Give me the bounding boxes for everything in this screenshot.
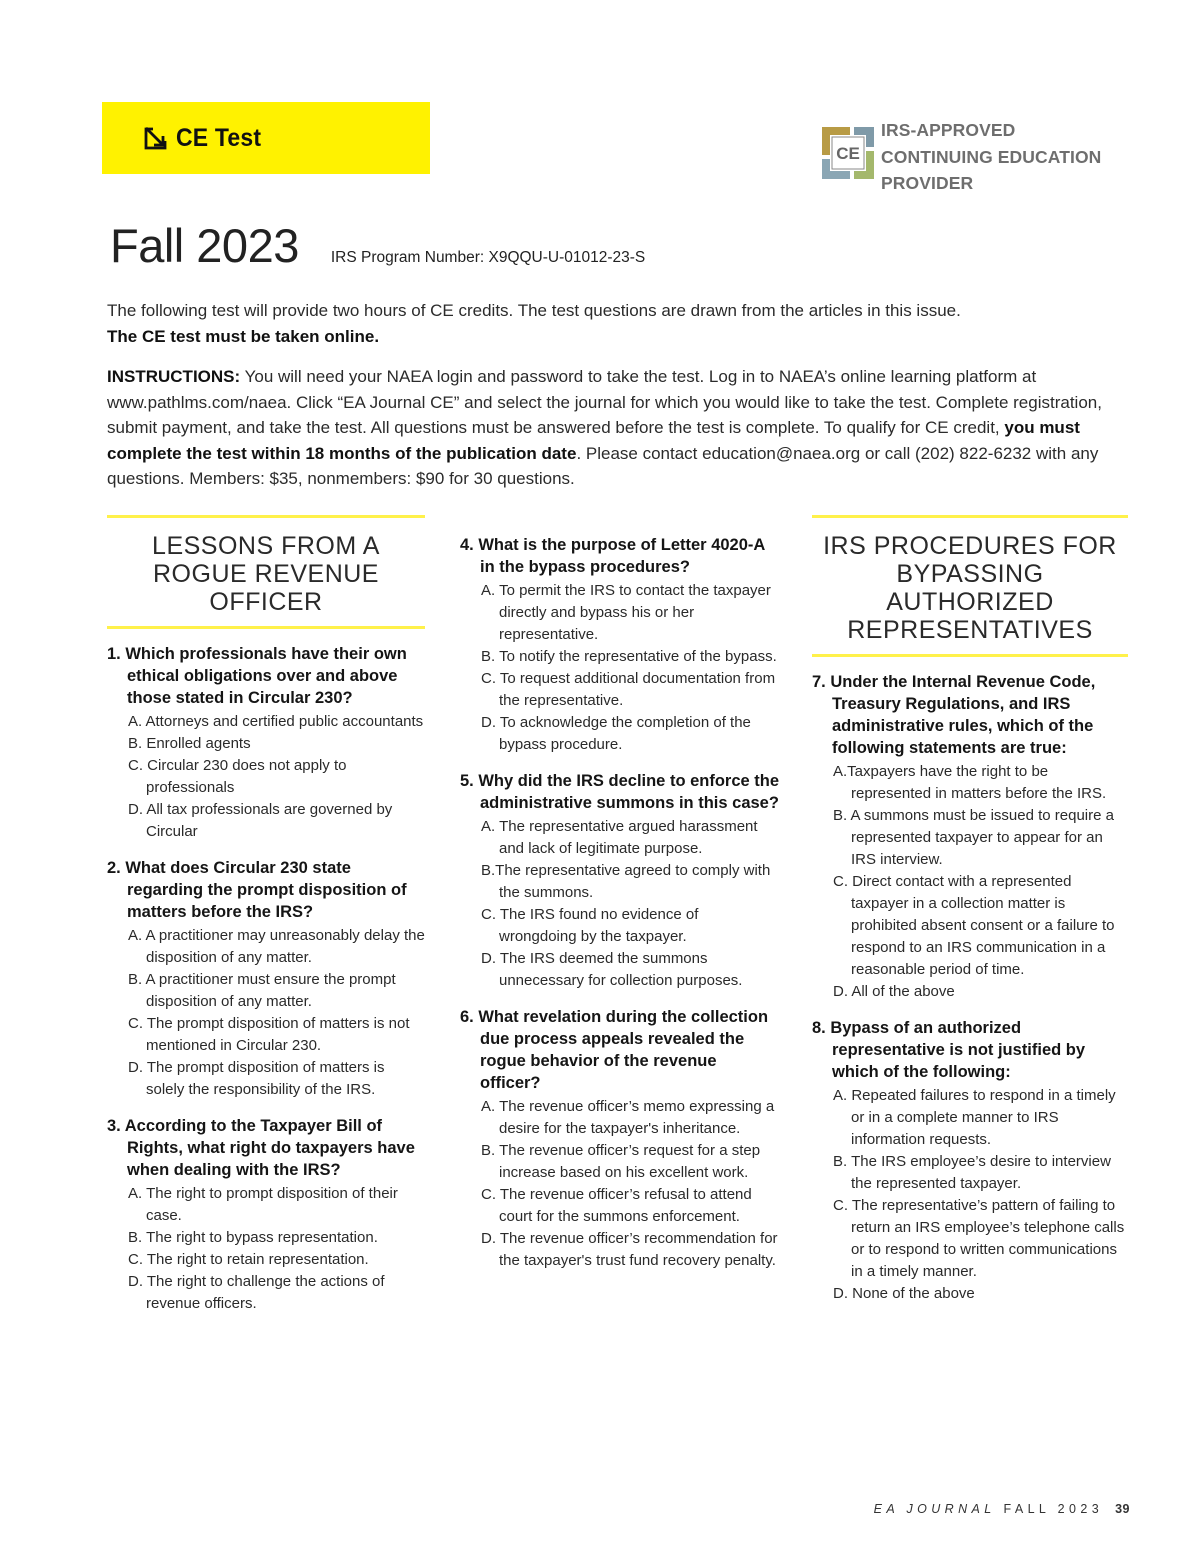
- instructions-label: INSTRUCTIONS:: [107, 367, 241, 386]
- footer-issue: FALL 2023: [1003, 1502, 1104, 1516]
- question-stem: 2. What does Circular 230 state regarding the prompt disposition of matters before the IRS?: [107, 859, 407, 921]
- question-stem: 5. Why did the IRS decline to enforce the administrative summons in this case?: [460, 772, 780, 812]
- issue-title: Fall 2023: [110, 219, 299, 272]
- question-5: [460, 770, 780, 992]
- answer-option: B. To notify the representative of the bypass.: [481, 648, 777, 665]
- question-stem: 7. Under the Internal Revenue Code, Treasury Regulations, and IRS administrative rules, which of the following statements are true:: [812, 673, 1096, 757]
- answer-option: D. None of the above: [833, 1285, 975, 1302]
- answer-option: A. To permit the IRS to contact the taxpayer directly and bypass his or her representative.: [481, 582, 771, 643]
- column-3: [812, 515, 1128, 1319]
- answer-option: D. The revenue officer’s recommendation for the taxpayer's trust fund recovery penalty.: [481, 1230, 778, 1269]
- question-stem: 4. What is the purpose of Letter 4020-A in the bypass procedures?: [460, 536, 765, 576]
- page-footer: [874, 1502, 1130, 1516]
- answer-option: A. The revenue officer’s memo expressing a desire for the taxpayer's inheritance.: [481, 1098, 775, 1137]
- issue-header: [110, 218, 645, 273]
- answer-option: C. The revenue officer’s refusal to attend court for the summons enforcement.: [481, 1186, 752, 1225]
- column-1: [107, 515, 425, 1329]
- irs-approved-provider-badge: [820, 117, 1101, 197]
- answer-option: D. All of the above: [833, 983, 955, 1000]
- banner-label: CE Test: [176, 123, 262, 152]
- intro: [107, 298, 1117, 492]
- answer-option: A. A practitioner may unreasonably delay the disposition of any matter.: [128, 927, 425, 966]
- question-stem: 8. Bypass of an authorized representative is not justified by which of the following:: [812, 1019, 1086, 1081]
- answer-option: A. Repeated failures to respond in a timely or in a complete manner to IRS information requests.: [833, 1087, 1116, 1148]
- answer-option: C. Direct contact with a represented taxpayer in a collection matter is prohibited absent consent or a failure to respond to an IRS communication in a reasonable period of time.: [833, 873, 1115, 978]
- ce-logo-icon: [820, 125, 876, 181]
- answer-option: B. A practitioner must ensure the prompt disposition of any matter.: [128, 971, 396, 1010]
- footer-journal-name: EA JOURNAL: [873, 1502, 996, 1516]
- ce-logo-text: CE: [836, 144, 860, 163]
- intro-line-2: The CE test must be taken online.: [107, 326, 380, 346]
- instructions-text-b: . Please contact education@naea.org or call (202) 822-6232 with any questions. Members: $35, nonmembers: $90 for 30 questions.: [107, 443, 1099, 488]
- answer-option: C. To request additional documentation from the representative.: [481, 670, 776, 709]
- answer-option: C. The right to retain representation.: [128, 1251, 369, 1268]
- program-number: IRS Program Number: X9QQU-U-01012-23-S: [330, 249, 646, 266]
- answer-option: A. Attorneys and certified public accountants: [128, 713, 424, 730]
- question-8: [812, 1017, 1128, 1305]
- instructions-text-a: You will need your NAEA login and password to take the test. Log in to NAEA’s online learning platform at www.pathlms.com/naea. Click “EA Journal CE” and select the journal for which you would like to take the test. Complete registration, submit payment, and take the test. All questions must be answered before the test is complete. To qualify for CE credit,: [107, 367, 1102, 437]
- answer-option: D. To acknowledge the completion of the bypass procedure.: [481, 714, 751, 753]
- answer-option: A. The representative argued harassment and lack of legitimate purpose.: [481, 818, 758, 857]
- provider-text: [881, 117, 1101, 197]
- answer-option: B. Enrolled agents: [128, 735, 251, 752]
- answer-option: C. The representative’s pattern of failing to return an IRS employee’s telephone calls or to respond to written communications in a timely manner.: [833, 1197, 1125, 1280]
- question-6: [460, 1006, 780, 1272]
- answer-option: A.Taxpayers have the right to be represented in matters before the IRS.: [833, 763, 1107, 802]
- answer-option: B. A summons must be issued to require a represented taxpayer to appear for an IRS interview.: [833, 807, 1114, 868]
- answer-option: C. The prompt disposition of matters is not mentioned in Circular 230.: [128, 1015, 410, 1054]
- instructions-deadline: you must complete the test within 18 months of the publication date: [107, 418, 1080, 463]
- page-number: 39: [1115, 1502, 1130, 1516]
- question-1: [107, 643, 425, 843]
- column-2: [460, 534, 780, 1286]
- answer-option: B. The right to bypass representation.: [128, 1229, 378, 1246]
- instructions: [107, 364, 1117, 492]
- footer-journal: [874, 1502, 1104, 1516]
- answer-option: D. The IRS deemed the summons unnecessary for collection purposes.: [481, 950, 743, 989]
- answer-option: D. The prompt disposition of matters is solely the responsibility of the IRS.: [128, 1059, 385, 1098]
- question-2: [107, 857, 425, 1101]
- answer-option: B.The representative agreed to comply with the summons.: [481, 862, 771, 901]
- question-7: [812, 671, 1128, 1003]
- provider-line-1: IRS-APPROVED: [881, 120, 1016, 140]
- answer-option: D. The right to challenge the actions of revenue officers.: [128, 1273, 385, 1312]
- question-3: [107, 1115, 425, 1315]
- provider-line-2: CONTINUING EDUCATION: [881, 146, 1102, 167]
- answer-option: C. Circular 230 does not apply to professionals: [128, 757, 347, 796]
- intro-line-1: The following test will provide two hours of CE credits. The test questions are drawn from the articles in this issue.: [107, 301, 961, 320]
- external-edit-icon: [142, 124, 170, 152]
- answer-option: B. The revenue officer’s request for a step increase based on his excellent work.: [481, 1142, 761, 1181]
- answer-option: B. The IRS employee’s desire to interview the represented taxpayer.: [833, 1153, 1111, 1192]
- answer-option: A. The right to prompt disposition of their case.: [128, 1185, 398, 1224]
- question-stem: 6. What revelation during the collection due process appeals revealed the rogue behavior of the revenue officer?: [460, 1008, 769, 1092]
- section-heading-bypass-procedures: IRS PROCEDURES FOR BYPASSING AUTHORIZED REPRESENTATIVES: [812, 515, 1128, 657]
- answer-option: D. All tax professionals are governed by Circular: [128, 801, 393, 840]
- question-4: [460, 534, 780, 756]
- question-stem: 3. According to the Taxpayer Bill of Rights, what right do taxpayers have when dealing with the IRS?: [107, 1117, 415, 1179]
- answer-option: C. The IRS found no evidence of wrongdoing by the taxpayer.: [481, 906, 699, 945]
- section-heading-rogue-officer: LESSONS FROM A ROGUE REVENUE OFFICER: [107, 515, 425, 629]
- question-stem: 1. Which professionals have their own ethical obligations over and above those stated in Circular 230?: [107, 645, 407, 707]
- provider-line-3: PROVIDER: [881, 173, 974, 193]
- ce-test-banner: [102, 102, 430, 174]
